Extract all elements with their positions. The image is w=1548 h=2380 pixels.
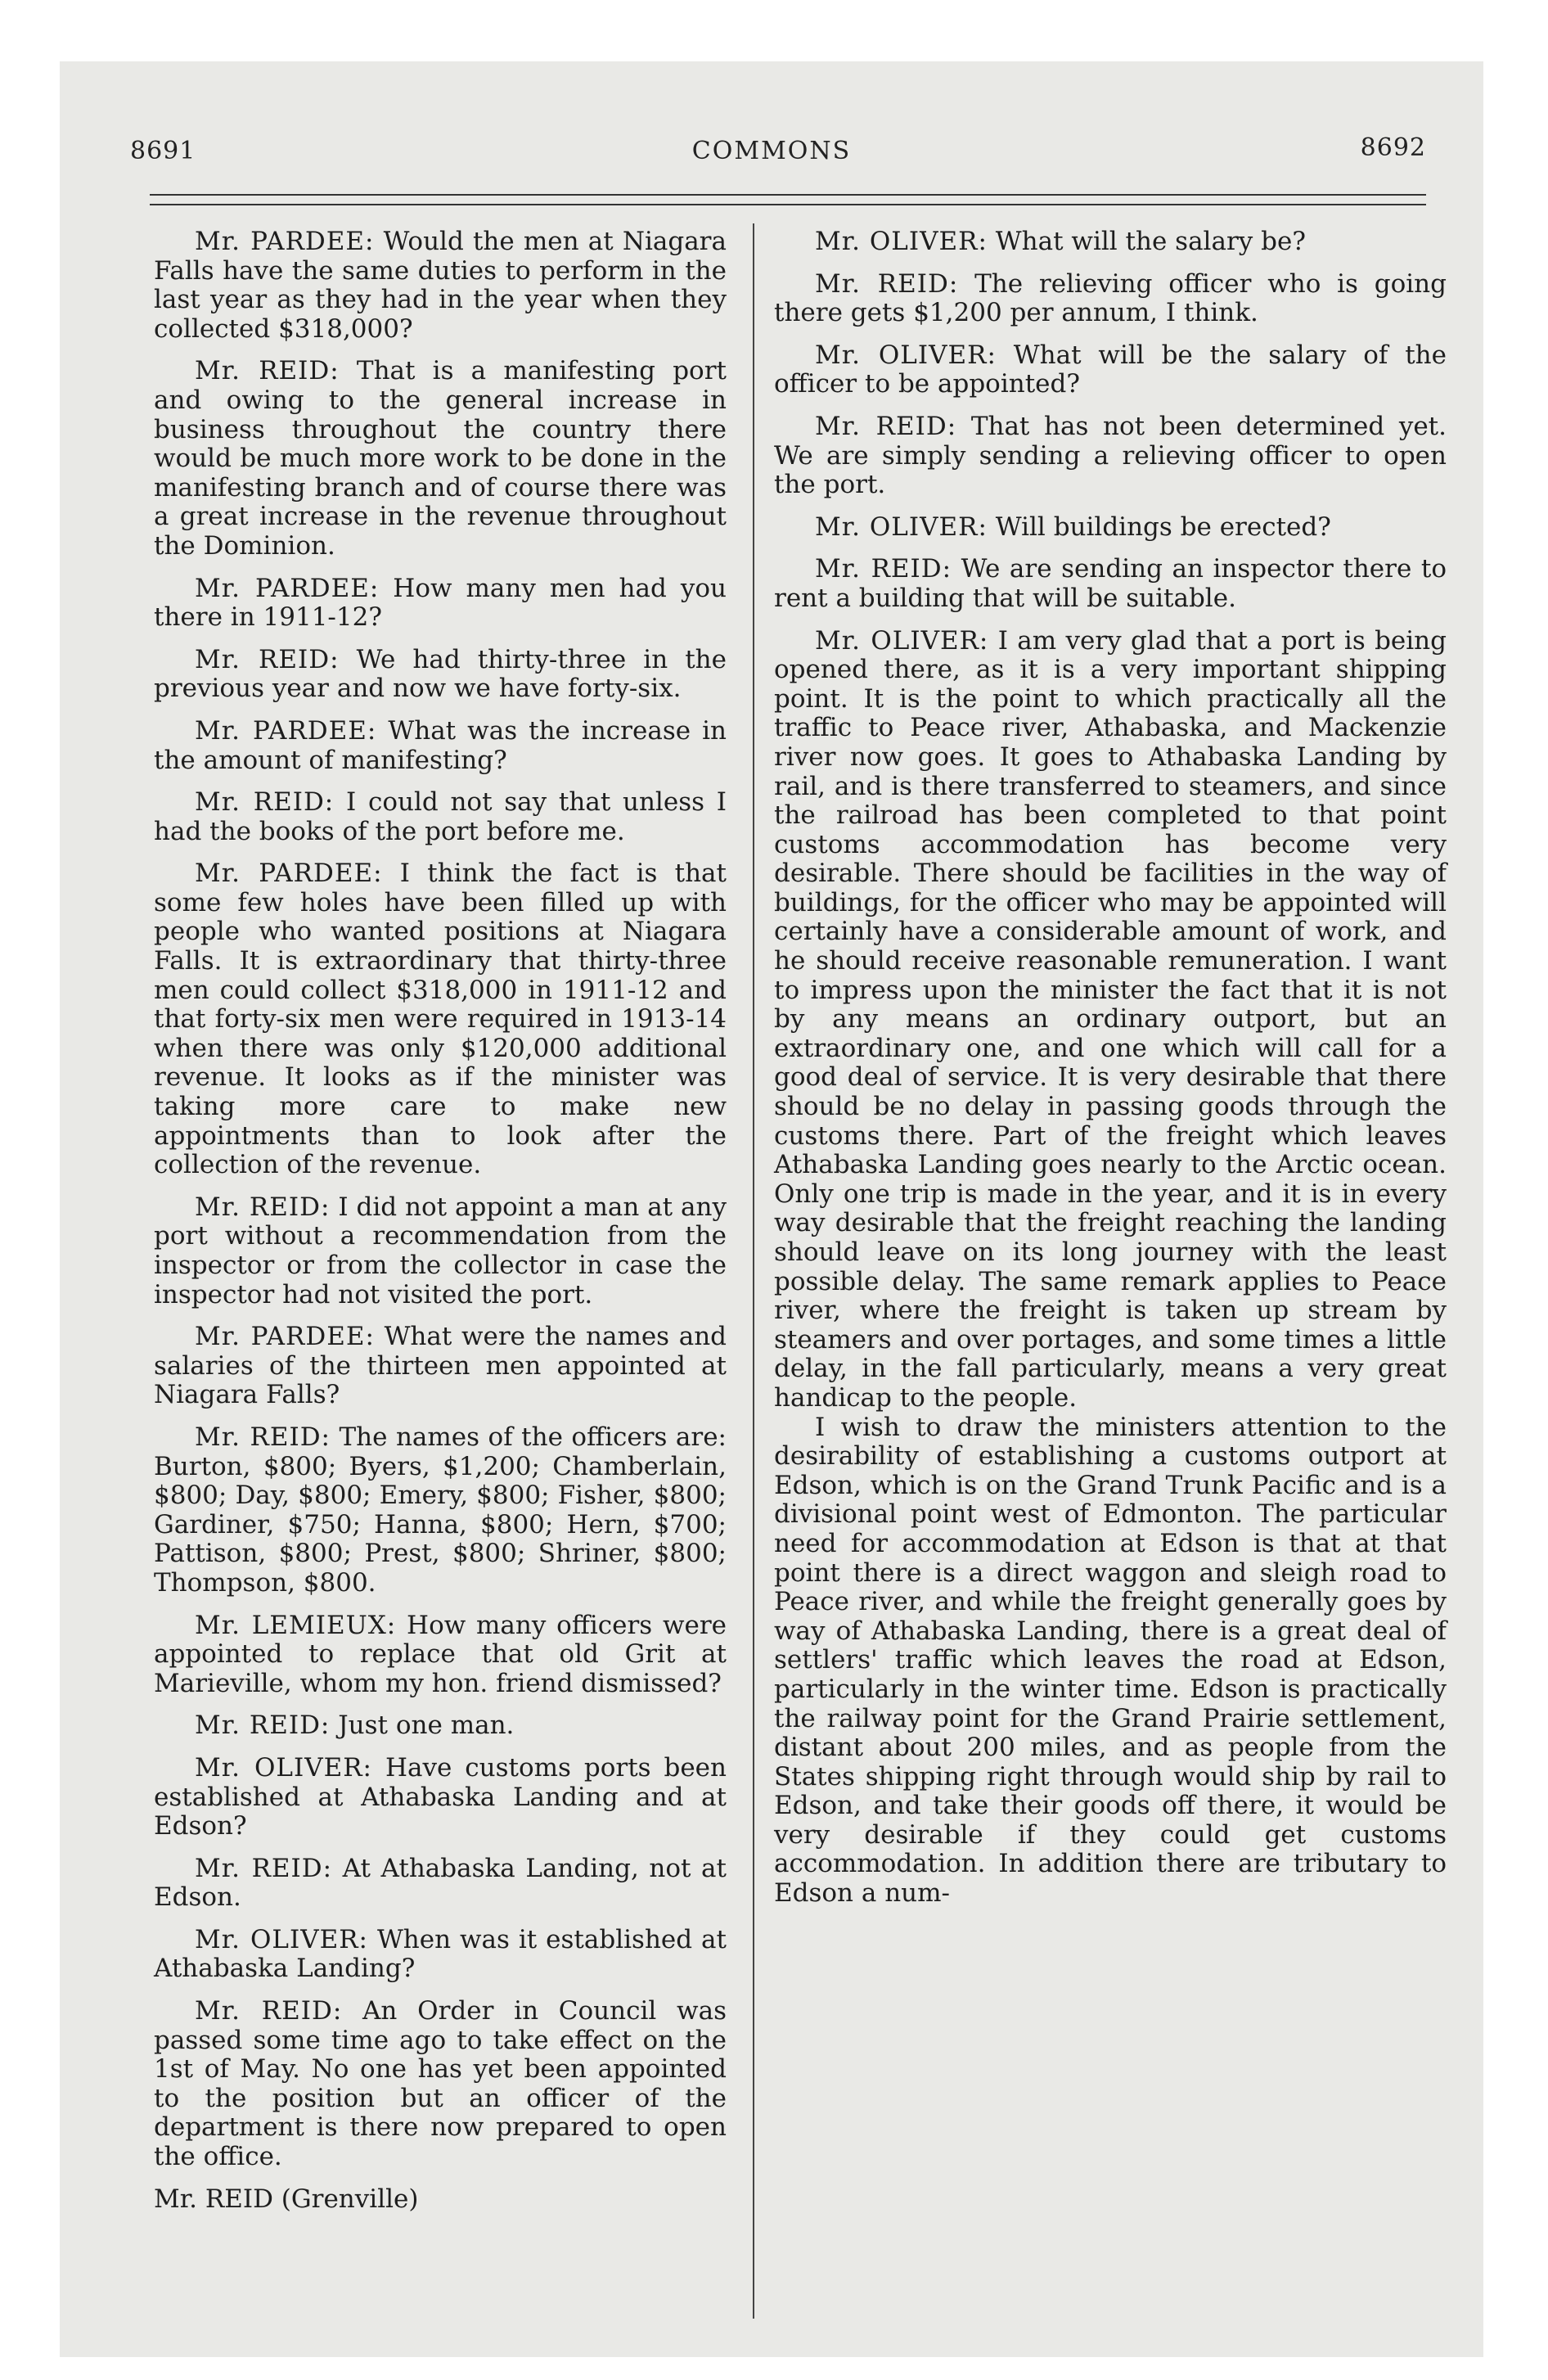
paragraph-text: Have customs ports been established at Athabaska Landing and at Edson?: [154, 1752, 727, 1841]
paragraph: [154, 788, 727, 846]
page: [60, 61, 1483, 2357]
paragraph: [154, 575, 727, 633]
paragraph: [154, 646, 727, 704]
paragraph-text: We had thirty-three in the previous year and now we have forty-six.: [154, 644, 727, 704]
paragraph: [154, 1855, 727, 1913]
paragraph-text: I am very glad that a port is being opened there, as it is a very important shipping point. It is the point to which practically all the traffic to Peace river, Athabaska, and Mackenzie river now goes. It goes to Athabaska Landing by rail, and is there transferred to steamers, and since the railroad has been completed to that point customs accommodation has become very desirable. There should be facilities in the way of buildings, for the officer who may be appointed will certainly have a considerable amount of work, and he should receive reasonable remuneration. I want to impress upon the minister the fact that it is not by any means an ordinary outport, but an extraordinary one, and one which will call for a good deal of service. It is very desirable that there should be no delay in passing goods through the customs there. Part of the freight which leaves Athabaska Landing goes nearly to the Arctic ocean. Only one trip is made in the year, and it is in every way desirable that the freight reaching the landing should leave on its long journey with the least possible delay. The same remark applies to Peace river, where the freight is taken up stream by steamers and over portages, and some times a little delay, in the fall particularly, means a very great handicap to the people.: [774, 625, 1447, 1413]
page-header: [60, 61, 1483, 176]
paragraph-text: What will the salary be?: [995, 227, 1306, 256]
paragraph-text: I could not say that unless I had the books of the port before me.: [154, 787, 727, 846]
paragraph: [154, 357, 727, 561]
speaker-name: Mr. REID:: [195, 1853, 333, 1883]
paragraph: [774, 270, 1447, 328]
paragraph-text: The relieving officer who is going there gets $1,200 per annum, I think.: [774, 268, 1447, 328]
speaker-name: Mr. OLIVER:: [195, 1752, 372, 1783]
paragraph-text: What will be the salary of the officer to be appointed?: [774, 340, 1447, 399]
speaker-name: Mr. PARDEE:: [195, 227, 375, 256]
paragraph-text: I wish to draw the ministers attention to the desirability of establishing a customs outport at Edson, which is on the Grand Trunk Pacific and is a divisional point west of Edmonton. The particular need for accommodation at Edson is that at that point there is a direct waggon and sleigh road to Peace river, and while the freight generally goes by way of Athabaska Landing, there is a great deal of settlers' traffic which leaves the road at Edson, particularly in the winter time. Edson is practically the railway point for the Grand Prairie settlement, distant about 200 miles, and as people from the States shipping right through would ship by rail to Edson, and take their goods off there, it would be very desirable if they could get customs accommodation. In addition there are tributary to Edson a num-: [774, 1412, 1447, 1909]
speaker-name: Mr. REID:: [195, 644, 340, 674]
speaker-name: Mr. REID:: [195, 356, 340, 386]
paragraph: [154, 1754, 727, 1841]
paragraph-text: What was the increase in the amount of manifesting?: [154, 715, 727, 775]
speaker-name: Mr. OLIVER:: [815, 340, 997, 370]
paragraph-text: I did not appoint a man at any port without a recommendation from the inspector or from the collector in case the inspector had not visited the port.: [154, 1192, 727, 1309]
page-title: COMMONS: [691, 137, 852, 165]
paragraph-text: That is a manifesting port and owing to the general increase in business throughout the country there would be much more work to be done in the manifesting branch and of course there was a great increase in the revenue throughout the Dominion.: [154, 356, 727, 561]
paragraph: [774, 627, 1447, 1413]
paragraph: [154, 1711, 727, 1741]
paragraph-text: Will buildings be erected?: [995, 512, 1331, 542]
speaker-name: Mr. OLIVER:: [815, 227, 988, 256]
speaker-name: Mr. OLIVER:: [815, 512, 988, 542]
speaker-name: Mr. REID:: [815, 554, 952, 584]
speaker-name: Mr. OLIVER:: [815, 625, 989, 656]
paragraph: [154, 1423, 727, 1598]
paragraph-text: An Order in Council was passed some time ago to take effect on the 1st of May. No one has yet been appointed to the position but an officer of the department is there now prepared to open the office.: [154, 1996, 727, 2172]
speaker-name: Mr. REID:: [195, 1192, 331, 1222]
column-divider: [753, 223, 754, 2319]
speaker-name: Mr. REID:: [815, 411, 957, 441]
paragraph: [154, 717, 727, 775]
paragraph: [774, 341, 1447, 399]
paragraph-text: We are sending an inspector there to rent a building that will be suitable.: [774, 554, 1447, 613]
paragraph-text: What were the names and salaries of the thirteen men appointed at Niagara Falls?: [154, 1322, 727, 1410]
page-number-right: 8692: [1360, 133, 1426, 162]
left-column: [154, 228, 727, 2227]
page-number-left: 8691: [130, 137, 196, 165]
paragraph-text: I think the fact is that some few holes have been filled up with people who wanted positions at Niagara Falls. It is extraordinary that thirty-three men could collect $318,000 in 1911-12 and that forty-six men were required in 1913-14 when there was only $120,000 additional revenue. It looks as if the minister was taking more care to make new appointments than to look after the collection of the revenue.: [154, 859, 727, 1180]
paragraph: [154, 859, 727, 1180]
paragraph-text: Mr. REID (Grenville): [154, 2184, 419, 2214]
speaker-name: Mr. REID:: [195, 1711, 331, 1741]
right-column: [774, 228, 1447, 1922]
speaker-name: Mr. LEMIEUX:: [195, 1610, 397, 1640]
speaker-name: Mr. OLIVER:: [195, 1924, 368, 1954]
paragraph: [154, 1323, 727, 1410]
paragraph: [154, 228, 727, 344]
paragraph-text: Would the men at Niagara Falls have the same duties to perform in the last year as they had in the year when they collected $318,000?: [154, 227, 727, 344]
paragraph-text: At Athabaska Landing, not at Edson.: [154, 1853, 727, 1913]
paragraph: [774, 513, 1447, 543]
speaker-name: Mr. PARDEE:: [195, 715, 377, 746]
speaker-name: Mr. REID:: [195, 787, 335, 818]
paragraph: [154, 1611, 727, 1699]
speaker-name: Mr. REID:: [195, 1996, 343, 2026]
paragraph: [774, 1413, 1447, 1909]
paragraph-text: How many officers were appointed to replace that old Grit at Marieville, whom my hon. friend dismissed?: [154, 1610, 727, 1698]
paragraph-text: That has not been determined yet. We are simply sending a relieving officer to open the port.: [774, 411, 1447, 500]
speaker-name: Mr. PARDEE:: [195, 1322, 375, 1352]
paragraph-text: When was it established at Athabaska Landing?: [154, 1924, 727, 1984]
paragraph: [154, 2185, 727, 2215]
speaker-name: Mr. PARDEE:: [195, 573, 380, 603]
speaker-name: Mr. REID:: [195, 1422, 331, 1452]
paragraph-text: How many men had you there in 1911-12?: [154, 573, 727, 633]
paragraph: [154, 1193, 727, 1309]
paragraph: [774, 412, 1447, 500]
speaker-name: Mr. REID:: [815, 268, 959, 299]
paragraph: [774, 228, 1447, 257]
header-rule-top: [150, 194, 1426, 196]
header-rule-bottom: [150, 204, 1426, 205]
paragraph: [154, 1997, 727, 2172]
paragraph: [154, 1926, 727, 1984]
speaker-name: Mr. PARDEE:: [195, 859, 383, 889]
paragraph: [774, 555, 1447, 613]
paragraph-text: Just one man.: [338, 1711, 515, 1741]
paragraph-text: The names of the officers are: Burton, $800; Byers, $1,200; Chamberlain, $800; Day, $800; Emery, $800; Fisher, $800; Gardiner, $750; Hanna, $800; Hern, $700; Pattison, $800; Prest, $800; Shriner, $800; Thompson, $800.: [154, 1422, 727, 1598]
